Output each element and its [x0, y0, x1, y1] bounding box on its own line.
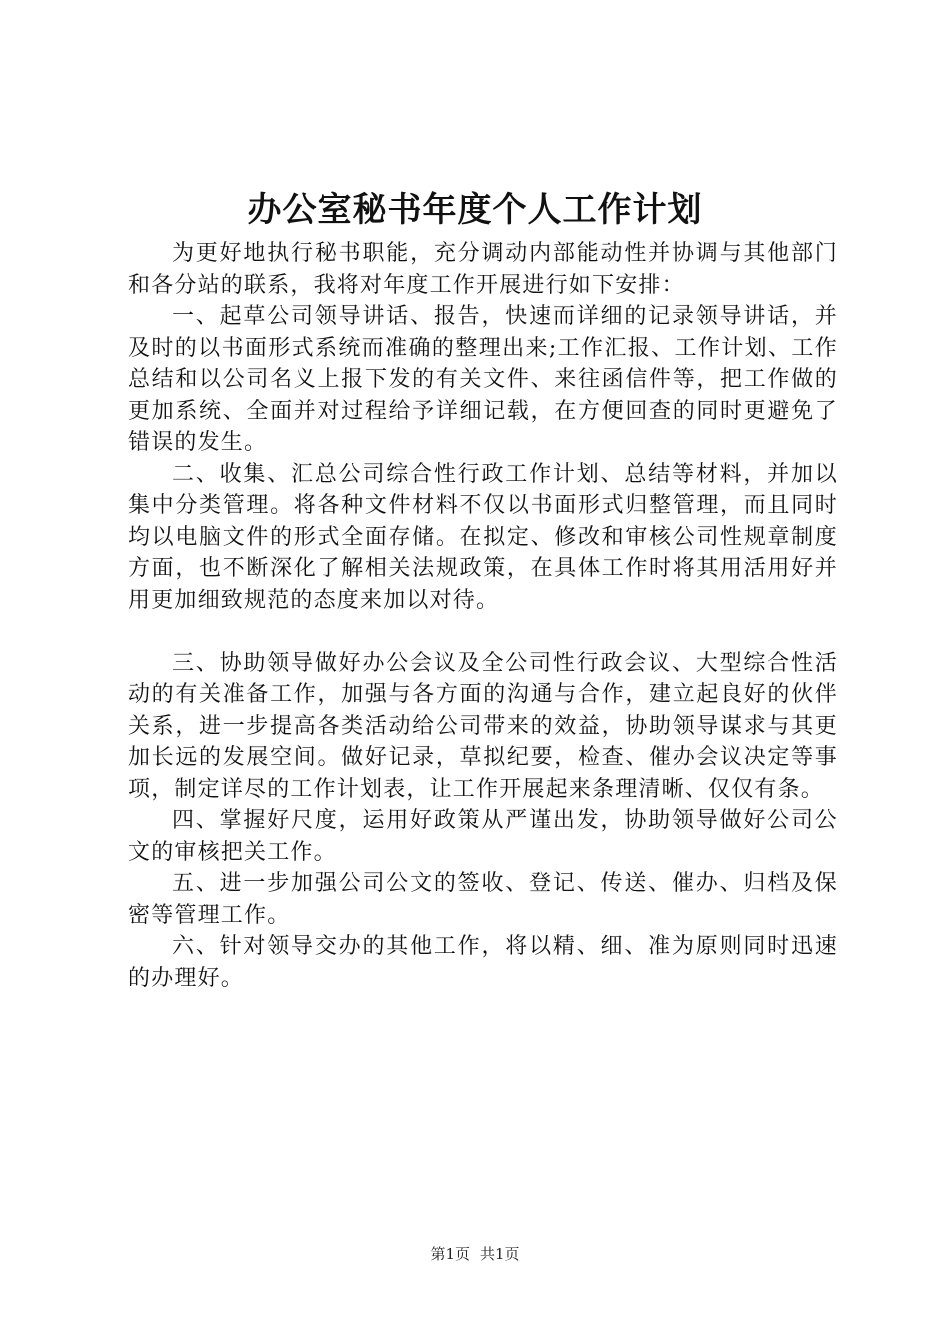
paragraph-item-2: 二、收集、汇总公司综合性行政工作计划、总结等材料，并加以集中分类管理。将各种文件材料不仅以书面形式归整管理，而且同时均以电脑文件的形式全面存储。在拟定、修改和审核公司性规章制度方面，也不断深化了解相关法规政策，在具体工作时将其用活用好并用更加细致规范的态度来加以对待。: [128, 461, 838, 613]
paragraph-gap: [128, 616, 838, 648]
paragraph-item-4: 四、掌握好尺度，运用好政策从严谨出发，协助领导做好公司公文的审核把关工作。: [128, 808, 838, 865]
page-footer: [0, 1244, 950, 1264]
document-body: [128, 238, 838, 994]
paragraph-item-6: 六、针对领导交办的其他工作，将以精、细、准为原则同时迅速的办理好。: [128, 934, 838, 991]
page-number: 第1页: [430, 1245, 470, 1263]
document-title: 办公室秘书年度个人工作计划: [247, 190, 703, 230]
paragraph-item-5: 五、进一步加强公司公文的签收、登记、传送、催办、归档及保密等管理工作。: [128, 871, 838, 928]
paragraph-item-3: 三、协助领导做好办公会议及全公司性行政会议、大型综合性活动的有关准备工作，加强与各方面的沟通与合作，建立起良好的伙伴关系，进一步提高各类活动给公司带来的效益，协助领导谋求与其更加长远的发展空间。做好记录，草拟纪要，检查、催办会议决定等事项，制定详尽的工作计划表，让工作开展起来条理清晰、仅仅有条。: [128, 650, 838, 802]
paragraph-intro: 为更好地执行秘书职能，充分调动内部能动性并协调与其他部门和各分站的联系，我将对年度工作开展进行如下安排：: [128, 241, 838, 298]
paragraph-item-1: 一、起草公司领导讲话、报告，快速而详细的记录领导讲话，并及时的以书面形式系统而准确的整理出来;工作汇报、工作计划、工作总结和以公司名义上报下发的有关文件、来往函信件等，把工作做的更加系统、全面并对过程给予详细记载，在方便回查的同时更避免了错误的发生。: [128, 304, 838, 455]
page-total: 共1页: [480, 1245, 520, 1263]
